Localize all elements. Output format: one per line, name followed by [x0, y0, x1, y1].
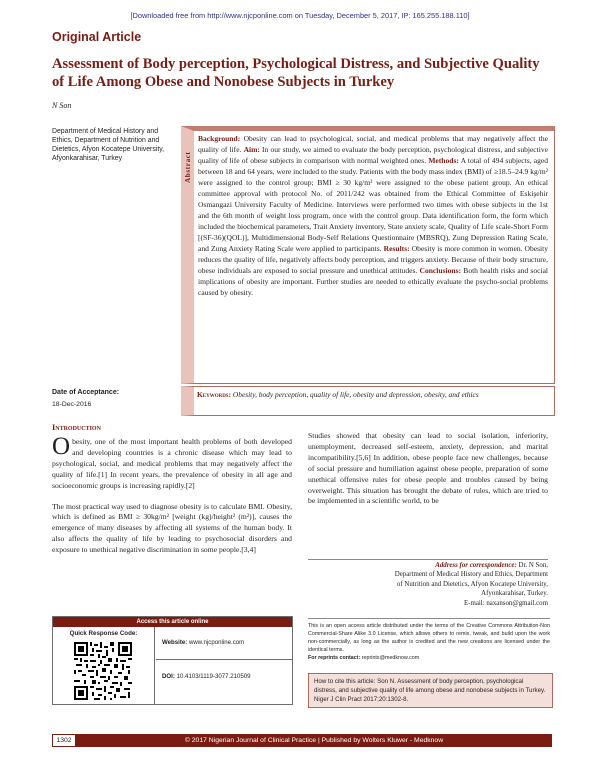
results-label: Results:	[383, 244, 410, 253]
correspondence-name: Dr. N Son,	[518, 562, 548, 569]
drop-cap: O	[52, 433, 71, 460]
correspondence-email[interactable]: E-mail: naxanson@gmail.com	[463, 599, 548, 607]
website-label: Website:	[162, 639, 188, 646]
introduction-heading: Introduction	[52, 423, 101, 432]
reprints-label: For reprints contact:	[308, 655, 361, 662]
doi-row	[156, 673, 292, 680]
footer-text: © 2017 Nigerian Journal of Clinical Practice | Published by Wolters Kluwer - Medknow	[184, 737, 444, 744]
acceptance-label: Date of Acceptance:	[52, 389, 120, 396]
intro-para1-text: besity, one of the most important health problems of both developed and developing countries is a chronic disease which may lead to psychological, social, and medical problems that may negatively affect the quality of life.[1] In recent years, the prevalence of obesity in all age and socioeconomic groups is increasing rapidly.[2]	[52, 437, 292, 490]
keywords-label: Keywords:	[197, 390, 232, 399]
article-title: Assessment of Body perception, Psychological Distress, and Subjective Quality of Life Among Obese and Nonobese Subjects in Turkey	[52, 56, 540, 90]
correspondence-line1: Department of Medical History and Ethics, Department	[394, 571, 548, 579]
acceptance-date: 18-Dec-2016	[52, 401, 92, 408]
background-text: Obesity can lead to psychological, social, and medical problems that may negatively affect the quality of life.	[198, 134, 548, 154]
background-label: Background:	[198, 134, 241, 143]
keywords	[197, 389, 549, 400]
website-link[interactable]: www.njcponline.com	[189, 639, 245, 646]
conclusions-text: Both health risks and social implications of obesity are important. Further studies are needed to ethically evaluate the psycho-social problems caused by obesity.	[198, 266, 549, 297]
methods-label: Methods:	[428, 156, 459, 165]
license-note	[308, 618, 550, 662]
intro-paragraph-1	[52, 433, 292, 492]
section-type: Original Article	[52, 30, 142, 44]
reprints-email[interactable]: reprints@medknow.com	[361, 655, 420, 662]
citation-label: How to cite this article:	[314, 678, 376, 685]
qr-code-icon[interactable]	[74, 642, 132, 700]
correspondence	[308, 559, 548, 608]
qr-label: Quick Response Code:	[69, 630, 138, 637]
correspondence-label: Address for correspondence:	[435, 562, 517, 569]
affiliation: Department of Medical History and Ethics, Department of Nutrition and Dietetics, Afyon Kocatepe University, Afyonkarahisar, Turkey	[52, 128, 165, 162]
aim-text: In our study, we aimed to evaluate the body perception, psychological distress, and subjective quality of life of obese subjects in comparison with normal weighted ones.	[198, 145, 548, 165]
correspondence-line2: of Nutrition and Dietetics, Afyon Kocatepe University,	[396, 580, 548, 588]
left-column	[52, 433, 292, 556]
page-number: 1302	[52, 734, 76, 747]
intro-paragraph-2: The most practical way used to diagnose obesity is to calculate BMI. Obesity, which is defined as BMI ≥ 30kg/m² [weight (kg)/height² (m²)], causes the emergence of many diseases by affecting all systems of the human body. It also affects the quality of life by leading to psychosocial disorders and exposure to unethical negative discrimination in some people.[3,4]	[52, 501, 292, 555]
website-row	[156, 639, 292, 646]
abstract-text	[198, 133, 548, 298]
correspondence-line3: Afyonkarahisar, Turkey.	[481, 590, 548, 598]
right-column	[308, 431, 548, 507]
citation-text: Son N. Assessment of body perception, psychological distress, and subjective quality of life among obese and nonobese subjects in Turkey. Niger J Clin Pract 2017;20:1302-8.	[314, 678, 546, 703]
citation-box	[308, 673, 553, 708]
qr-cell	[53, 627, 155, 704]
info-divider	[156, 659, 292, 660]
conclusions-label: Conclusions:	[419, 266, 462, 275]
online-access-box	[52, 616, 293, 705]
keywords-list: Obesity, body perception, quality of life, obesity and depression, obesity, and ethics	[232, 390, 479, 399]
doi-value[interactable]: 10.4103/1119-3077.210509	[176, 673, 251, 680]
license-text: This is an open access article distributed under the terms of the Creative Commons Attribution-Non Commercial-Share Alike 3.0 License, which allows others to remix, tweak, and build upon the work non-commercially, as long as the author is credited and the new creations are licensed under the identical terms.	[308, 623, 550, 654]
doi-label: DOI:	[162, 673, 175, 680]
abstract-side-label: Abstract	[184, 151, 192, 183]
methods-text: A total of 494 subjects, aged between 18 and 64 years, were included to the study. Patients with the body mass index (BMI) of ≥18.5–24.9 kg/m² were assigned to the control group; BMI ≥ 30 kg/m² were assigned to the obese patient group. An ethical committee approval with protocol No. of 2011/242 was obtained from the Ethical Committee of Eskişehir Osmangazi University Faculty of Medicine. Interviews were performed two times with obese subjects in the 1st and the 6th month of weight loss program, once with the control group. Data identification form, the form which included the biochemical parameters, Trait Anxiety inventory, State anxiety scale, Quality of Life scale-Short Form [(SF-36)(QOL)], Multidimensional Body-Self Relations Questionnaire (MBSRQ), Zung Depression Rating Scale, and Zung Anxiety Rating Scale were applied to participants.	[198, 156, 548, 253]
intro-paragraph-3: Studies showed that obesity can lead to social isolation, inferiority, unemployment, decreased self-esteem, anxiety, depression, and marital incompatibility.[5,6] In addition, obese people face new challenges, because of social pressure and humiliation against obese people, preparation of some unethical offensive rules for obese people and troubles caused by being overweight. This situation has brought the debate of rules, which are tried to be implemented in a scientific world, to be	[308, 431, 548, 506]
online-access-header: Access this article online	[53, 617, 292, 627]
download-banner: [Downloaded free from http://www.njcponline.com on Tuesday, December 5, 2017, IP: 165.255.188.110]	[130, 11, 470, 20]
aim-label: Aim:	[243, 145, 260, 154]
author-name: N Son	[52, 101, 72, 110]
results-text: Obesity is more common in women. Obesity reduces the quality of life, negatively affects body perception, and triggers anxiety. Because of their body structure, obese individuals are exposed to social pressure and unethical attitudes.	[198, 244, 549, 275]
